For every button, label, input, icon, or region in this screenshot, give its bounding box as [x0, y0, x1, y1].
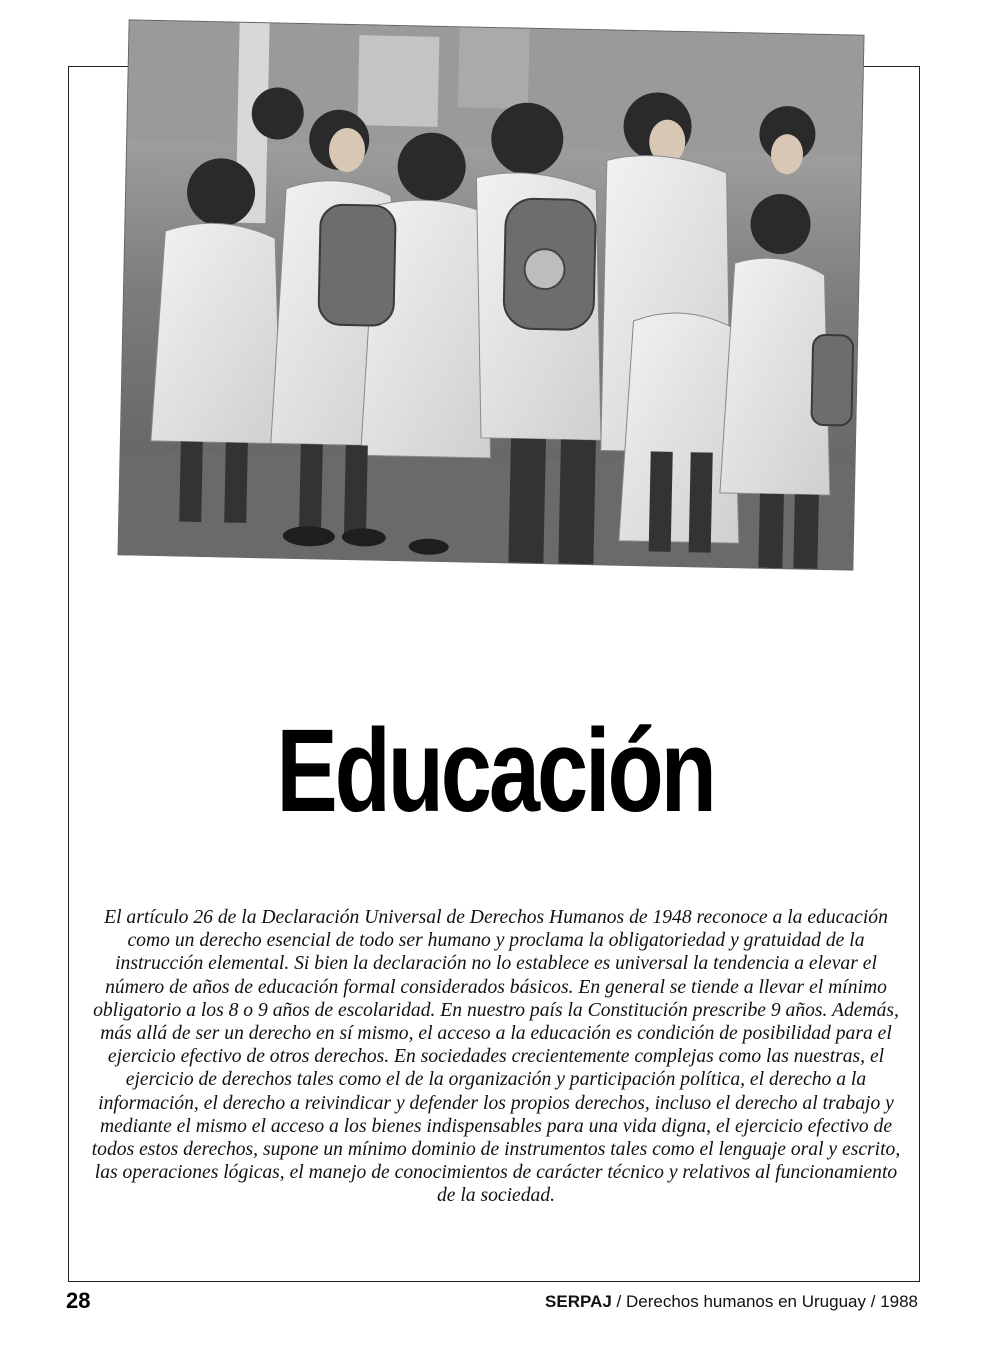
body-text-block — [84, 906, 908, 1208]
schoolchildren-photo — [118, 20, 863, 569]
footer-separator: / — [611, 1292, 626, 1311]
footer-separator-2: / — [866, 1292, 881, 1311]
photo-illustration — [118, 20, 863, 569]
footer-publication: Derechos humanos en Uruguay — [625, 1292, 866, 1311]
intro-paragraph: El artículo 26 de la Declaración Universal de Derechos Humanos de 1948 reconoce a la educación como un derecho esencial de todo ser humano y proclama la obligatoriedad y gratuidad de la instrucción elemental. Si bien la declaración no lo establece es universal la tendencia a elevar el número de años de educación formal considerados básicos. En general se tiende a llevar el mínimo obligatorio a los 8 o 9 años de escolaridad. En nuestro país la Constitución prescribe 9 años. Además, más allá de ser un derecho en sí mismo, el acceso a la educación es condición de posibilidad para el ejercicio efectivo de otros derechos. En sociedades crecientemente complejas como las nuestras, el ejercicio de derechos tales como el de la organización y participación política, el derecho a la información, el derecho a reivindicar y defender los propios derechos, incluso el derecho al trabajo y mediante el mismo el acceso a los bienes indispensables para una vida digna, el ejercicio efectivo de todos estos derechos, supone un mínimo dominio de instrumentos tales como el lenguaje oral y escrito, las operaciones lógicas, el manejo de conocimientos de carácter técnico y relativos al funcionamiento de la sociedad. — [91, 907, 901, 1207]
page-title: Educación — [276, 705, 714, 837]
page-number: 28 — [66, 1288, 91, 1313]
footer-citation — [545, 1292, 918, 1312]
footer-year: 1988 — [880, 1292, 918, 1311]
footer-organization: SERPAJ — [545, 1292, 612, 1311]
